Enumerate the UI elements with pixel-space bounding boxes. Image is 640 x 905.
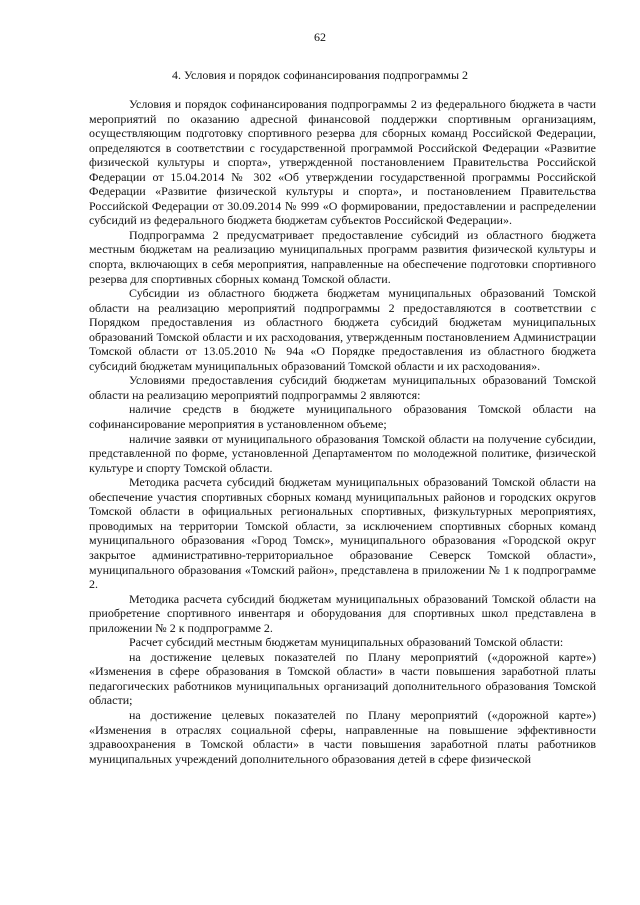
section-heading: 4. Условия и порядок софинансирования подпрограммы 2 — [171, 68, 468, 82]
paragraph: Условия и порядок софинансирования подпрограммы 2 из федерального бюджета в части мероприятий по оказанию адресной финансовой поддержки спортивным организациям, осуществляющим подготовку спортивного резерва для сборных команд Российской Федерации, определяются в соответствии с государственной программой Российской Федерации «Развитие физической культуры и спорта», утвержденной постановлением Правительства Российской Федерации от 15.04.2014 № 302 «Об утверждении государственной программы Российской Федерации «Развитие физической культуры и спорта», и постановлением Правительства Российской Федерации от 30.09.2014 № 999 «О формировании, предоставлении и распределении субсидий из федерального бюджета бюджетам субъектов Российской Федерации». — [89, 97, 596, 228]
paragraph: Методика расчета субсидий бюджетам муниципальных образований Томской области на приобретение спортивного инвентаря и оборудования для спортивных школ представлена в приложении № 2 к подпрограмме 2. — [89, 591, 596, 635]
body-text — [89, 97, 596, 766]
paragraph: Подпрограмма 2 предусматривает предоставление субсидий из областного бюджета местным бюджетам на реализацию муниципальных программ развития физической культуры и спорта, включающих в себя мероприятия, направленные на обеспечение подготовки спортивного резерва для спортивных сборных команд Томской области. — [89, 227, 596, 286]
paragraph: Методика расчета субсидий бюджетам муниципальных образований Томской области на обеспечение участия спортивных сборных команд муниципальных районов и городских округов Томской области в официальных региональных спортивных, физкультурных мероприятиях, проводимых на территории Томской области, за исключением спортивных сборных команд муниципального образования «Город Томск», муниципального образования «Городской округ закрытое административно-территориальное образование Северск Томской области», муниципального образования «Томский район», представлена в приложении № 1 к подпрограмме 2. — [89, 475, 596, 592]
paragraph: на достижение целевых показателей по Плану мероприятий («дорожной карте») «Изменения в отраслях социальной сферы, направленные на повышение эффективности здравоохранения в Томской области» в части повышения заработной платы работников муниципальных учреждений дополнительного образования детей в сфере физической — [89, 707, 596, 766]
paragraph: на достижение целевых показателей по Плану мероприятий («дорожной карте») «Изменения в сфере образования в Томской области» в части повышения заработной платы педагогических работников муниципальных организаций дополнительного образования Томской области; — [89, 649, 596, 708]
paragraph: Условиями предоставления субсидий бюджетам муниципальных образований Томской области на реализацию мероприятий подпрограммы 2 являются: — [89, 373, 596, 402]
page-number: 62 — [314, 30, 326, 44]
paragraph: Расчет субсидий местным бюджетам муниципальных образований Томской области: — [129, 635, 564, 650]
paragraph: наличие заявки от муниципального образования Томской области на получение субсидии, представленной по форме, установленной Департаментом по молодежной политике, физической культуре и спорту Томской области. — [89, 431, 596, 475]
paragraph: наличие средств в бюджете муниципального образования Томской области на софинансирование мероприятия в установленном объеме; — [89, 402, 596, 432]
paragraph: Субсидии из областного бюджета бюджетам муниципальных образований Томской области на реализацию мероприятий подпрограммы 2 предоставляются в соответствии с Порядком предоставления из областного бюджета субсидий бюджетам муниципальных образований Томской области и их расходования, утвержденным постановлением Администрации Томской области от 13.05.2010 № 94а «О Порядке предоставления из областного бюджета субсидий бюджетам муниципальных образований Томской области и их расходования». — [89, 286, 596, 373]
